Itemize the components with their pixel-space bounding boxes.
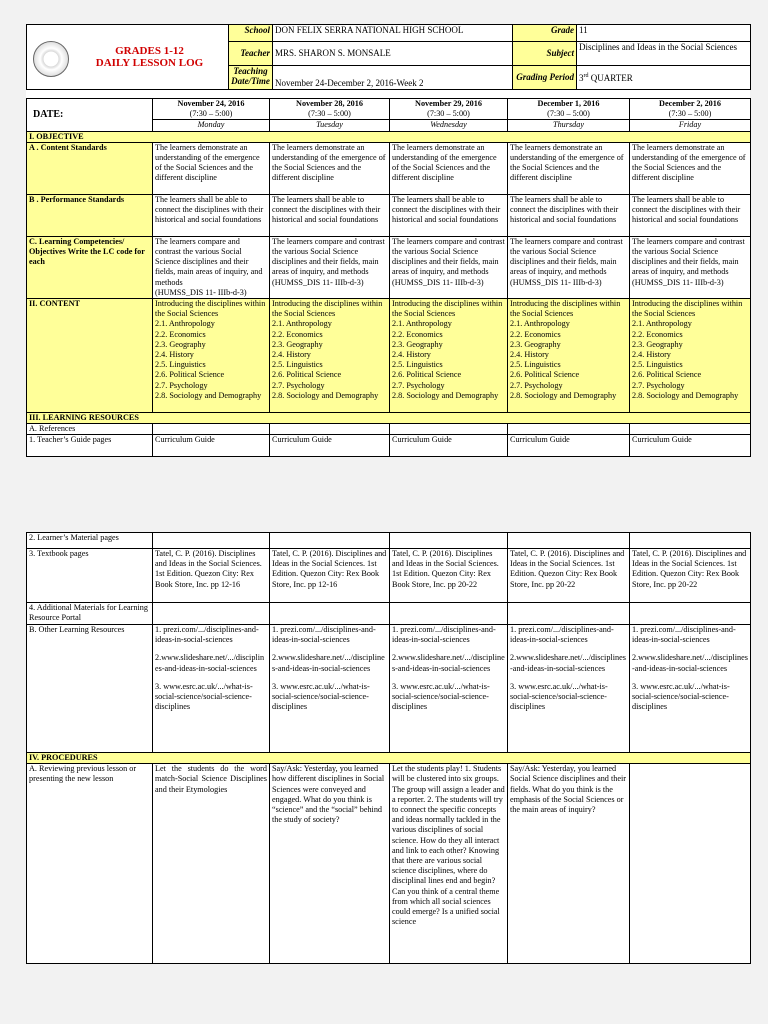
content-standards-text: The learners demonstrate an understanding of the emergence of the Social Sciences and the different discipline — [270, 142, 390, 194]
content-standards-text: The learners demonstrate an understanding of the emergence of the Social Sciences and the different discipline — [508, 142, 630, 194]
competencies-text: The learners compare and contrast the various Social Science disciplines and their fields, main areas of inquiry, and methods (HUMSS_DIS 11- IIIb-d-3) — [508, 236, 630, 298]
performance-standards-text: The learners shall be able to connect the disciplines with their historical and social foundations — [153, 194, 270, 236]
grade-value: 11 — [577, 25, 751, 42]
teacher-guide-value: Curriculum Guide — [270, 435, 390, 457]
deped-seal-icon — [33, 41, 69, 77]
teacher-guide-value: Curriculum Guide — [153, 435, 270, 457]
empty-cell — [153, 424, 270, 435]
section-content: II. CONTENT — [27, 299, 153, 413]
empty-cell — [153, 533, 270, 549]
empty-cell — [630, 533, 751, 549]
logo-line2: DAILY LESSON LOG — [95, 57, 204, 69]
learner-material-label: 2. Learner’s Material pages — [27, 533, 153, 549]
empty-cell — [390, 424, 508, 435]
empty-cell — [270, 533, 390, 549]
empty-cell — [270, 603, 390, 625]
date-time-value: November 24-December 2, 2016-Week 2 — [273, 66, 513, 90]
teacher-guide-value: Curriculum Guide — [390, 435, 508, 457]
content-standards-text: The learners demonstrate an understanding of the emergence of the Social Sciences and the different discipline — [390, 142, 508, 194]
lesson-log-page-1 — [26, 24, 750, 457]
teacher-guide-value: Curriculum Guide — [630, 435, 751, 457]
subject-label: Subject — [513, 42, 577, 66]
additional-materials-label: 4. Additional Materials for Learning Resource Portal — [27, 603, 153, 625]
procedure-friday — [630, 764, 751, 964]
content-list: Introducing the disciplines within the Social Sciences 2.1. Anthropology 2.2. Economics 2.3. Geography 2.4. History 2.5. Linguistics 2.6. Political Science 2.7. Psychology 2.8. Sociology and Demography — [390, 299, 508, 413]
header-table — [26, 24, 751, 90]
teacher-guide-label: 1. Teacher’s Guide pages — [27, 435, 153, 457]
grade-label: Grade — [513, 25, 577, 42]
textbook-value: Tatel, C. P. (2016). Disciplines and Ideas in the Social Sciences. 1st Edition. Quezon City: Rex Book Store, Inc. pp 20-22 — [508, 549, 630, 603]
school-value: DON FELIX SERRA NATIONAL HIGH SCHOOL — [273, 25, 513, 42]
day-date-cell: November 28, 2016 (7:30 – 5:00) — [270, 99, 390, 120]
procedure-a-label: A. Reviewing previous lesson or presenting the new lesson — [27, 764, 153, 964]
other-resources-value: 1. prezi.com/.../disciplines-and-ideas-in-social-sciences 2.www.slideshare.net/.../disciplines-and-ideas-in-social-sciences 3. www.esrc.ac.uk/.../what-is-social-science/social-science-disciplines — [153, 625, 270, 753]
content-standards-label: A . Content Standards — [27, 142, 153, 194]
competencies-text: The learners compare and contrast the various Social Science disciplines and their fields, main areas of inquiry, and methods (HUMSS_DIS 11- IIIb-d-3) — [390, 236, 508, 298]
section-learning-resources: III. LEARNING RESOURCES — [27, 413, 751, 424]
empty-cell — [508, 424, 630, 435]
content-list: Introducing the disciplines within the Social Sciences 2.1. Anthropology 2.2. Economics 2.3. Geography 2.4. History 2.5. Linguistics 2.6. Political Science 2.7. Psychology 2.8. Sociology and Demography — [508, 299, 630, 413]
day-date-cell: December 2, 2016 (7:30 – 5:00) — [630, 99, 751, 120]
procedure-thursday: Say/Ask: Yesterday, you learned Social Science disciplines and their fields. What do you think is the emphasis of the Social Sciences or the main areas of inquiry? — [508, 764, 630, 964]
competencies-text: The learners compare and contrast the various Social Science disciplines and their fields, main areas of inquiry, and methods (HUMSS_DIS 11- IIIb-d-3) — [270, 236, 390, 298]
lesson-table-2 — [26, 532, 751, 964]
performance-standards-label: B . Performance Standards — [27, 194, 153, 236]
performance-standards-text: The learners shall be able to connect the disciplines with their historical and social foundations — [508, 194, 630, 236]
logo-line1: GRADES 1-12 — [115, 45, 184, 57]
grading-period-value: 3rd QUARTER — [577, 66, 751, 90]
performance-standards-text: The learners shall be able to connect the disciplines with their historical and social foundations — [270, 194, 390, 236]
other-resources-value: 1. prezi.com/.../disciplines-and-ideas-in-social-sciences 2.www.slideshare.net/.../disciplines-and-ideas-in-social-sciences 3. www.esrc.ac.uk/.../what-is-social-science/social-science-disciplines — [508, 625, 630, 753]
procedure-monday: Let the students do the word match-Social Science Disciplines and their Etymologies — [153, 764, 270, 964]
other-resources-value: 1. prezi.com/.../disciplines-and-ideas-in-social-sciences 2.www.slideshare.net/.../disciplines-and-ideas-in-social-sciences 3. www.esrc.ac.uk/.../what-is-social-science/social-science-disciplines — [270, 625, 390, 753]
day-date-cell: December 1, 2016 (7:30 – 5:00) — [508, 99, 630, 120]
empty-cell — [630, 424, 751, 435]
teacher-label: Teacher — [229, 42, 273, 66]
procedure-tuesday: Say/Ask: Yesterday, you learned how different disciplines in Social Sciences were conveyed and engaged. What do you think is “science” and the “social” behind the study of society? — [270, 764, 390, 964]
other-resources-value: 1. prezi.com/.../disciplines-and-ideas-in-social-sciences 2.www.slideshare.net/.../disciplines-and-ideas-in-social-sciences 3. www.esrc.ac.uk/.../what-is-social-science/social-science-disciplines — [630, 625, 751, 753]
other-resources-value: 1. prezi.com/.../disciplines-and-ideas-in-social-sciences 2.www.slideshare.net/.../disciplines-and-ideas-in-social-sciences 3. www.esrc.ac.uk/.../what-is-social-science/social-science-disciplines — [390, 625, 508, 753]
teacher-value: MRS. SHARON S. MONSALE — [273, 42, 513, 66]
section-objective: I. OBJECTIVE — [27, 131, 751, 142]
content-standards-text: The learners demonstrate an understanding of the emergence of the Social Sciences and the different discipline — [153, 142, 270, 194]
section-procedures: IV. PROCEDURES — [27, 753, 751, 764]
empty-cell — [270, 424, 390, 435]
empty-cell — [390, 603, 508, 625]
teacher-guide-value: Curriculum Guide — [508, 435, 630, 457]
day-name: Monday — [153, 120, 270, 131]
lesson-log-page-2 — [26, 532, 750, 964]
day-date-cell: November 29, 2016 (7:30 – 5:00) — [390, 99, 508, 120]
empty-cell — [508, 603, 630, 625]
content-list: Introducing the disciplines within the Social Sciences 2.1. Anthropology 2.2. Economics 2.3. Geography 2.4. History 2.5. Linguistics 2.6. Political Science 2.7. Psychology 2.8. Sociology and Demography — [630, 299, 751, 413]
other-resources-label: B. Other Learning Resources — [27, 625, 153, 753]
day-name: Tuesday — [270, 120, 390, 131]
school-label: School — [229, 25, 273, 42]
empty-cell — [508, 533, 630, 549]
content-list: Introducing the disciplines within the Social Sciences 2.1. Anthropology 2.2. Economics 2.3. Geography 2.4. History 2.5. Linguistics 2.6. Political Science 2.7. Psychology 2.8. Sociology and Demography — [270, 299, 390, 413]
grading-period-label: Grading Period — [513, 66, 577, 90]
performance-standards-text: The learners shall be able to connect the disciplines with their historical and social foundations — [630, 194, 751, 236]
references-label: A. References — [27, 424, 153, 435]
subject-value: Disciplines and Ideas in the Social Sciences — [577, 42, 751, 66]
textbook-value: Tatel, C. P. (2016). Disciplines and Ideas in the Social Sciences. 1st Edition. Quezon City: Rex Book Store, Inc. pp 12-16 — [153, 549, 270, 603]
content-list: Introducing the disciplines within the Social Sciences 2.1. Anthropology 2.2. Economics 2.3. Geography 2.4. History 2.5. Linguistics 2.6. Political Science 2.7. Psychology 2.8. Sociology and Demography — [153, 299, 270, 413]
empty-cell — [153, 603, 270, 625]
content-standards-text: The learners demonstrate an understanding of the emergence of the Social Sciences and the different discipline — [630, 142, 751, 194]
textbook-value: Tatel, C. P. (2016). Disciplines and Ideas in the Social Sciences. 1st Edition. Quezon City: Rex Book Store, Inc. pp 12-16 — [270, 549, 390, 603]
logo-cell — [27, 25, 229, 90]
textbook-value: Tatel, C. P. (2016). Disciplines and Ideas in the Social Sciences. 1st Edition. Quezon City: Rex Book Store, Inc. pp 20-22 — [390, 549, 508, 603]
day-name: Wednesday — [390, 120, 508, 131]
day-name: Thursday — [508, 120, 630, 131]
competencies-label: C. Learning Competencies/ Objectives Write the LC code for each — [27, 236, 153, 298]
empty-cell — [390, 533, 508, 549]
day-name: Friday — [630, 120, 751, 131]
date-time-label: Teaching Date/Time — [229, 66, 273, 90]
competencies-text: The learners compare and contrast the various Social Science disciplines and their fields, main areas of inquiry, and methods (HUMSS_DIS 11- IIIb-d-3) — [153, 236, 270, 298]
textbook-label: 3. Textbook pages — [27, 549, 153, 603]
date-label: DATE: — [27, 99, 153, 132]
day-date-cell: November 24, 2016 (7:30 – 5:00) — [153, 99, 270, 120]
procedure-wednesday: Let the students play! 1. Students will be clustered into six groups. The group will assign a leader and a reporter. 2. The students will try to connect the specific concepts and ideas normally tackled in the various disciplines of social science. How do they all interact and link to each other? Knowing that there are various social science disciplines, where do disciplinal lines end and begin? Can you think of a central theme from which all social sciences could emerge? Is a unified social science — [390, 764, 508, 964]
textbook-value: Tatel, C. P. (2016). Disciplines and Ideas in the Social Sciences. 1st Edition. Quezon City: Rex Book Store, Inc. pp 20-22 — [630, 549, 751, 603]
competencies-text: The learners compare and contrast the various Social Science disciplines and their fields, main areas of inquiry, and methods (HUMSS_DIS 11- IIIb-d-3) — [630, 236, 751, 298]
empty-cell — [630, 603, 751, 625]
lesson-table-1 — [26, 98, 751, 457]
performance-standards-text: The learners shall be able to connect the disciplines with their historical and social foundations — [390, 194, 508, 236]
